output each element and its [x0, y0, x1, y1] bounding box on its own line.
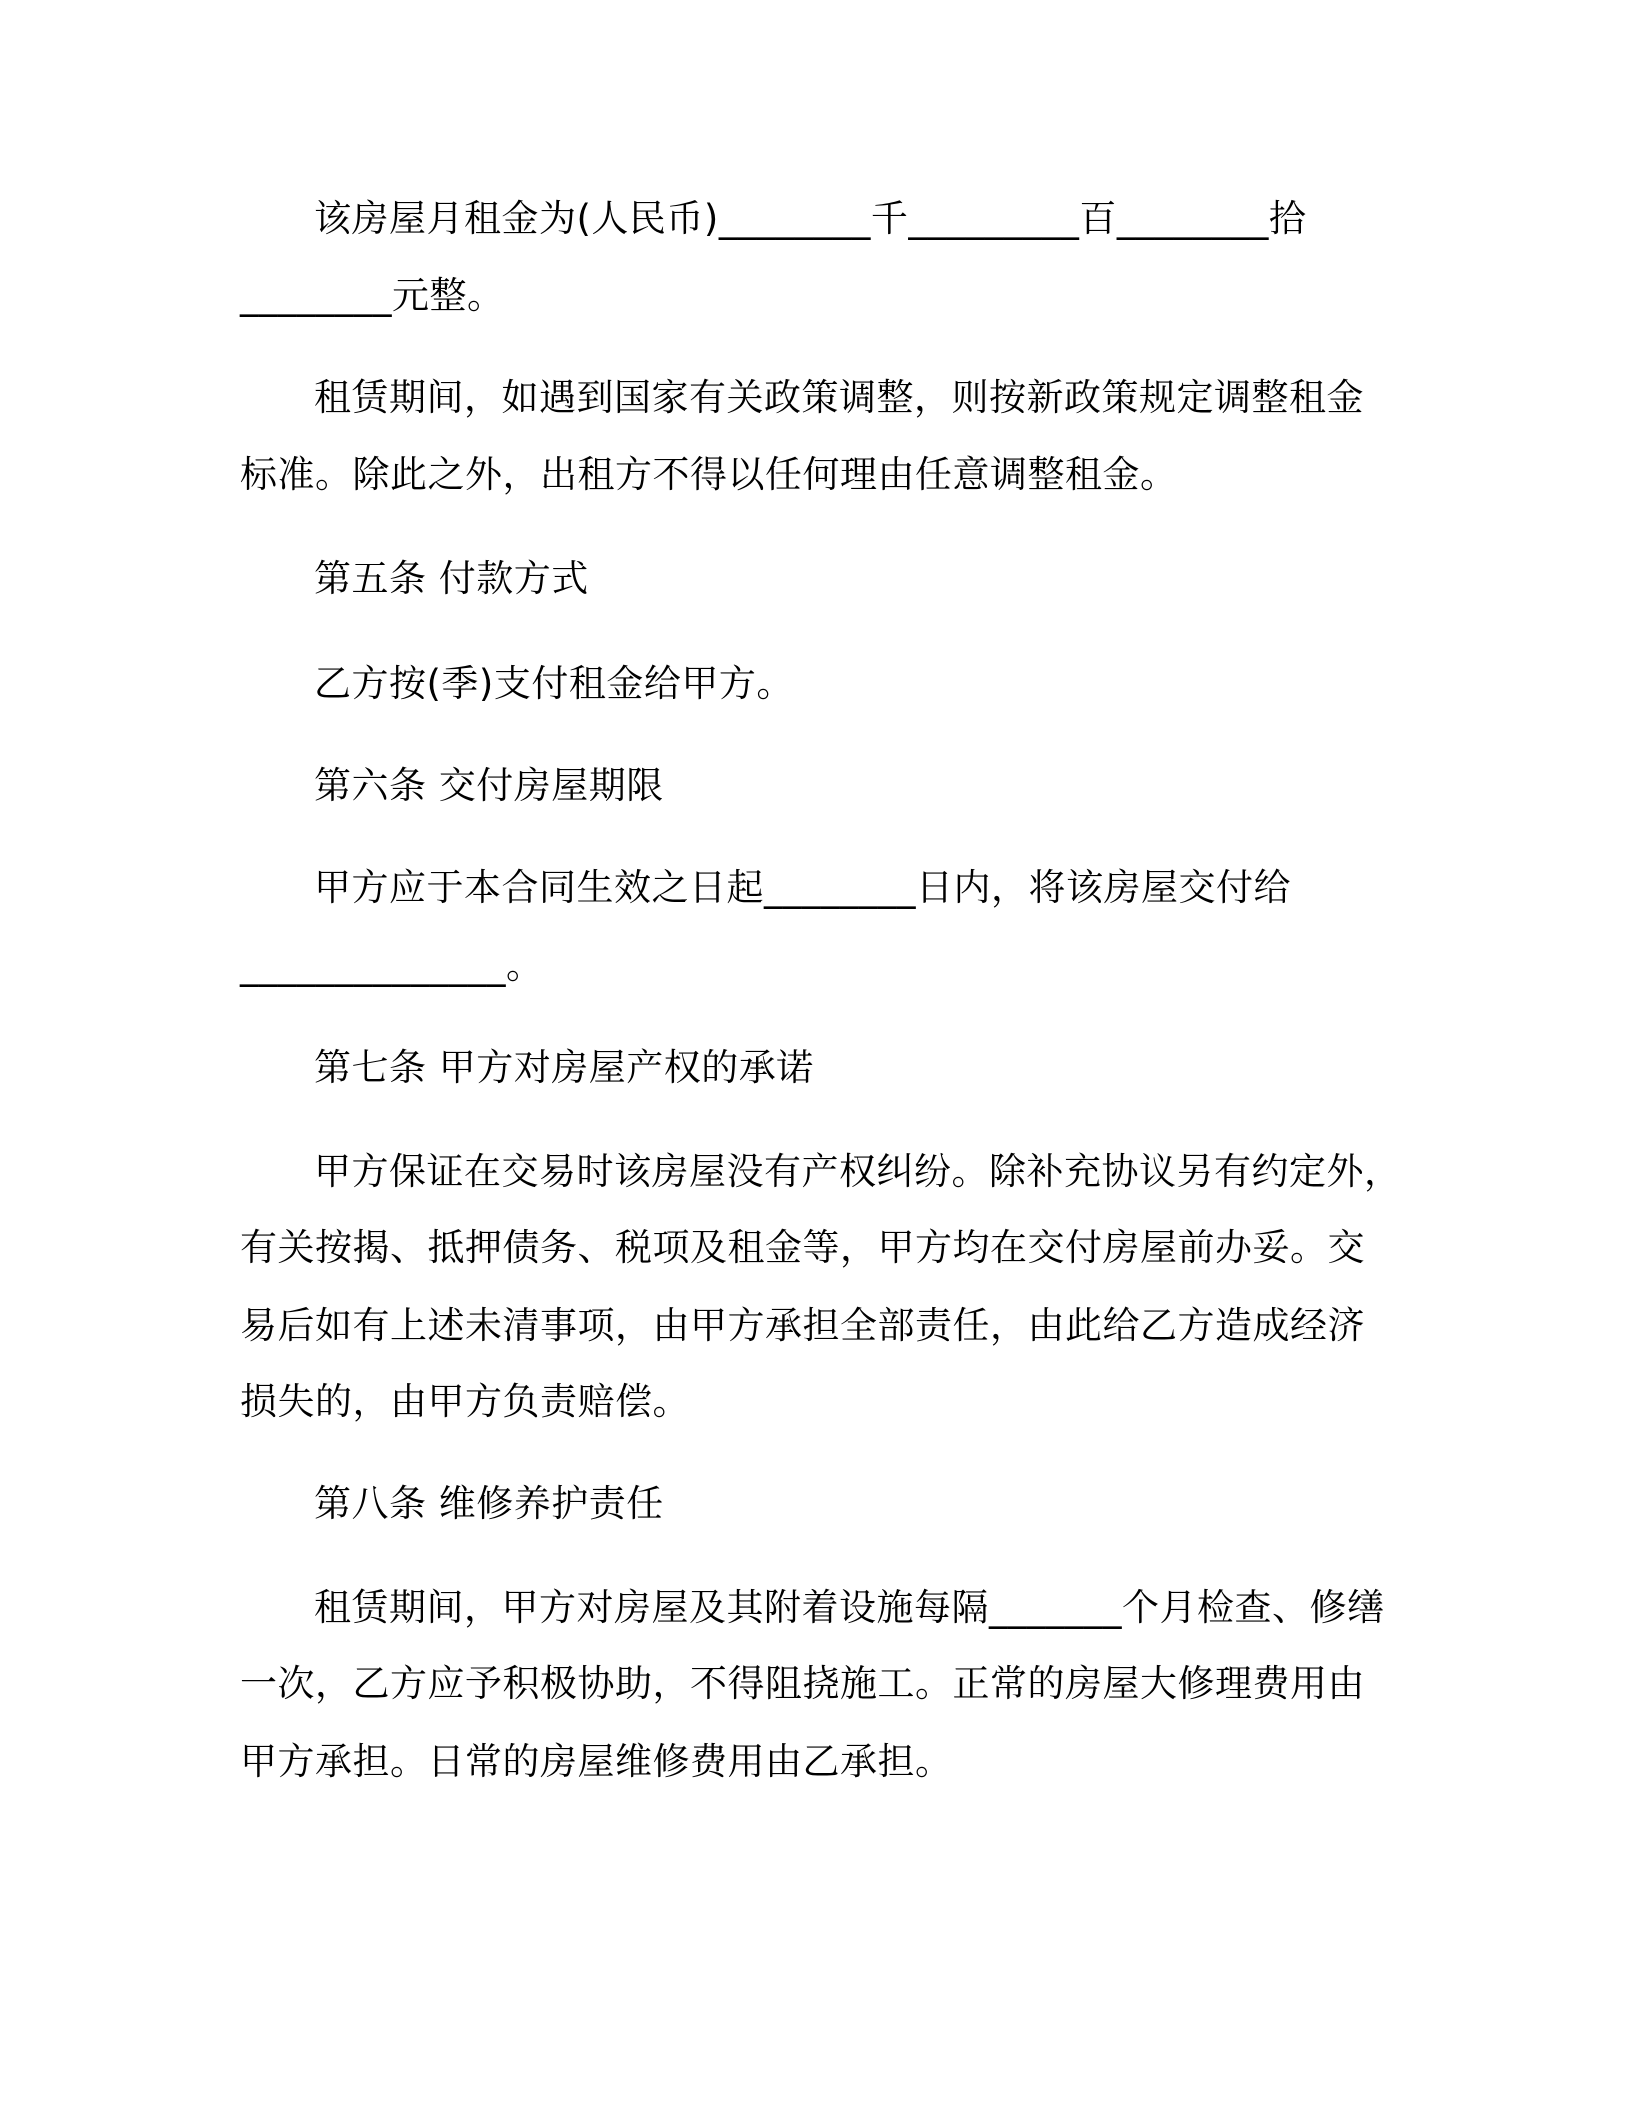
article-6-body-line-1: 甲方应于本合同生效之日起________日内，将该房屋交付给 — [314, 866, 1291, 909]
rent-adjust-line-1: 租赁期间，如遇到国家有关政策调整，则按新政策规定调整租金 — [314, 376, 1364, 419]
article-5-body: 乙方按(季)支付租金给甲方。 — [314, 662, 794, 705]
article-5-heading: 第五条 付款方式 — [314, 557, 589, 600]
article-8-heading: 第八条 维修养护责任 — [314, 1482, 664, 1525]
article-7-body-line-3: 易后如有上述未清事项，由甲方承担全部责任，由此给乙方造成经济 — [240, 1304, 1365, 1347]
article-8-body-line-2: 一次，乙方应予积极协助，不得阻挠施工。正常的房屋大修理费用由 — [240, 1662, 1365, 1705]
article-7-body-line-2: 有关按揭、抵押债务、税项及租金等，甲方均在交付房屋前办妥。交 — [240, 1226, 1365, 1269]
article-7-body-line-4: 损失的，由甲方负责赔偿。 — [240, 1380, 690, 1423]
article-7-heading: 第七条 甲方对房屋产权的承诺 — [314, 1046, 814, 1089]
article-8-body-line-3: 甲方承担。日常的房屋维修费用由乙承担。 — [240, 1740, 953, 1783]
article-8-body-line-1: 租赁期间，甲方对房屋及其附着设施每隔_______个月检查、修缮 — [314, 1586, 1385, 1629]
rent-amount-line-1: 该房屋月租金为(人民币)________千_________百________拾 — [314, 197, 1307, 240]
article-6-body-line-2: ______________。 — [240, 944, 544, 987]
rent-adjust-line-2: 标准。除此之外，出租方不得以任何理由任意调整租金。 — [240, 453, 1178, 496]
rent-amount-line-2: ________元整。 — [240, 274, 505, 317]
article-7-body-line-1: 甲方保证在交易时该房屋没有产权纠纷。除补充协议另有约定外， — [314, 1150, 1402, 1193]
article-6-heading: 第六条 交付房屋期限 — [314, 764, 664, 807]
